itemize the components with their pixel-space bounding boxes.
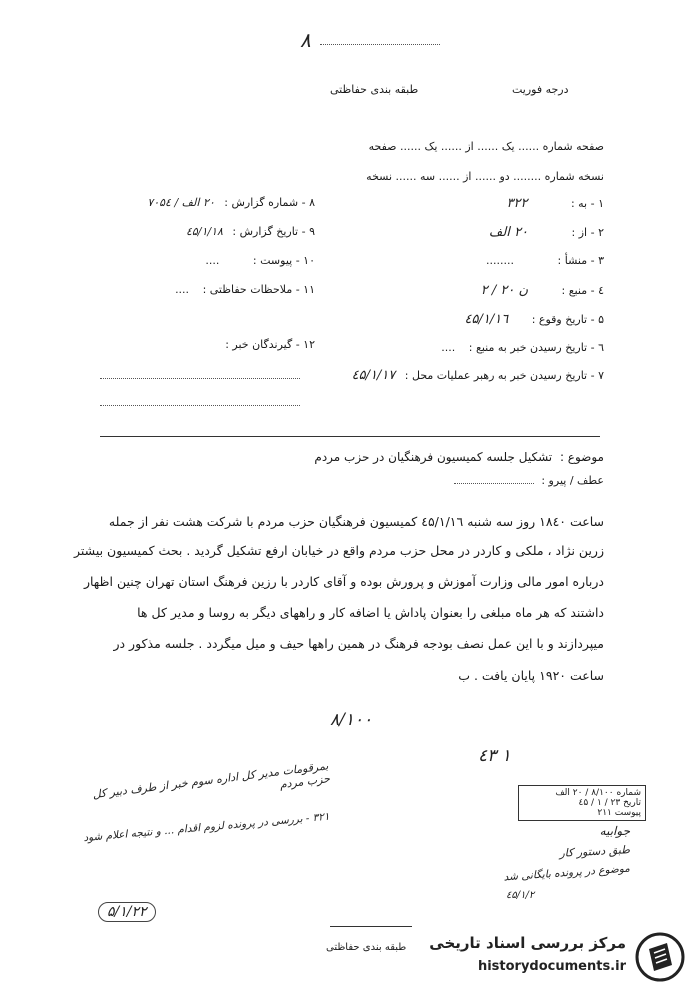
field-value: ۲۰ الف [488, 225, 529, 240]
subject-label: موضوع : [559, 450, 604, 464]
subject-line [284, 450, 604, 464]
field-label: ٦ - تاریخ رسیدن خبر به منبع : [468, 341, 604, 354]
field-label: ۷ - تاریخ رسیدن خبر به رهبر عملیات محل : [404, 369, 604, 382]
handwritten-right-date: ٤۵/۱/۲ [506, 890, 535, 901]
body-line-3: درباره امور مالی وزارت آموزش و پرورش بوده و آقای کاردر با رزین فرهنگ استان تهران چنین اظهار [83, 574, 604, 589]
field-label: ٤ - منبع : [561, 284, 604, 297]
footer-line [330, 926, 412, 927]
recipients-line-1 [100, 378, 300, 379]
field-value: .... [441, 341, 456, 354]
field-value: ۳۲۲ [506, 196, 528, 211]
field-to [304, 196, 604, 216]
handwritten-code: ٤۳ ۱ [478, 746, 511, 766]
top-scribble: ۸ [300, 28, 311, 52]
field-label: ۱۲ - گیرندگان خبر : [225, 338, 315, 351]
body-line-5: میپردازند و با این عمل نصف بودجه فرهنگ در همین راهها حیف و میل میگردد . جلسه مذکور در [113, 636, 604, 651]
archive-logo-icon [634, 931, 686, 983]
field-value: ٤۵/۱/۱٦ [464, 312, 509, 327]
handwritten-date-mark: ۵/۱/۲۲ [98, 902, 156, 922]
urgency-label: درجه فوریت [512, 83, 569, 96]
stamp-line-1: شماره ۸/۱۰۰ / ۲۰ الف [555, 788, 641, 798]
handwritten-note-left-1: بمرقومات مدیر کل اداره سوم خبر از طرف دبیر کل حزب مردم [91, 759, 331, 802]
logo-title: مرکز بررسی اسناد تاریخی [429, 934, 626, 952]
field-origin [304, 254, 604, 274]
top-scribble-line [320, 44, 440, 45]
registration-stamp [518, 785, 646, 821]
field-label: ۱۱ - ملاحظات حفاظتی : [202, 283, 315, 296]
body-line-6: ساعت ۱۹۲۰ پایان یافت . ب [458, 668, 604, 683]
archive-logo [420, 928, 692, 986]
handwritten-number: ۸/۱۰۰ [330, 710, 373, 730]
stamp-line-2: تاریخ ۲۳ / ۱ / ٤۵ [578, 798, 641, 808]
field-label: ۱۰ - پیوست : [252, 254, 315, 267]
field-value: ........ [486, 254, 515, 267]
field-value: ن ۲۰ / ۲ [480, 283, 529, 298]
classification-label: طبقه بندی حفاظتی [330, 83, 419, 96]
handwritten-note-left-2: ۳۲۱ - بررسی در پرونده لزوم اقدام ... و نتیجه اعلام شود [82, 810, 331, 845]
body-line-4: داشتند که هر ماه مبلغی را بعنوان پاداش یا اضافه کار و راههای دیگر به روسا و مدیر کل ها [137, 605, 604, 620]
copy-number-field: نسخه شماره ........ دو ...... از ...... سه ...... نسخه [366, 170, 604, 183]
field-from [304, 225, 604, 245]
field-source-received-date [304, 341, 604, 361]
field-attachment [100, 254, 315, 274]
reference-line [304, 474, 604, 487]
page-number-field: صفحه شماره ...... یک ...... از ...... یک ...... صفحه [368, 140, 604, 153]
field-label: ۸ - شماره گزارش : [224, 196, 315, 209]
footer-classification-label: طبقه بندی حفاظتی [326, 942, 407, 953]
field-occurrence-date [304, 312, 604, 332]
handwritten-note-right-3: موضوع در پرونده بایگانی شد [503, 862, 631, 884]
handwritten-note-right-1: جوابیه [599, 824, 630, 838]
field-source [304, 283, 604, 303]
subject-value: تشکیل جلسه کمیسیون فرهنگیان در حزب مردم [314, 450, 553, 464]
field-label: ۱ - به : [570, 197, 604, 210]
field-value: .... [205, 254, 220, 267]
field-security-notes [100, 283, 315, 303]
field-value: ۲۰ الف / ۷۰۵٤ [147, 196, 215, 209]
field-label: ۲ - از : [571, 226, 604, 239]
field-operations-received-date [304, 368, 604, 388]
field-label: ۹ - تاریخ گزارش : [232, 225, 315, 238]
field-label: ۵ - تاریخ وقوع : [531, 313, 604, 326]
body-line-2: زرین نژاد ، ملکی و کاردر در محل حزب مردم واقع در خیابان ارفع تشکیل گردید . بحث کمیسیون بیشتر [74, 543, 604, 558]
field-value: ٤۵/۱/۱۷ [351, 368, 396, 383]
logo-url: historydocuments.ir [477, 959, 626, 974]
reference-value-line [454, 483, 534, 484]
handwritten-note-right-2: طبق دستور کار [559, 843, 631, 860]
field-value: .... [175, 283, 190, 296]
field-report-date [100, 225, 315, 245]
reference-label: عطف / پیرو : [541, 474, 604, 487]
header-divider [100, 436, 600, 437]
stamp-line-3: پیوست ۲۱۱ [597, 808, 641, 818]
field-recipients [100, 338, 315, 358]
field-report-number [100, 196, 315, 216]
field-label: ۳ - منشأ : [557, 254, 604, 267]
field-value: ٤۵/۱/۱۸ [185, 225, 223, 238]
recipients-line-2 [100, 405, 300, 406]
body-line-1: ساعت ۱۸٤۰ روز سه شنبه ٤۵/۱/۱٦ کمیسیون فرهنگیان حزب مردم با شرکت هشت نفر از جمله [108, 514, 604, 529]
